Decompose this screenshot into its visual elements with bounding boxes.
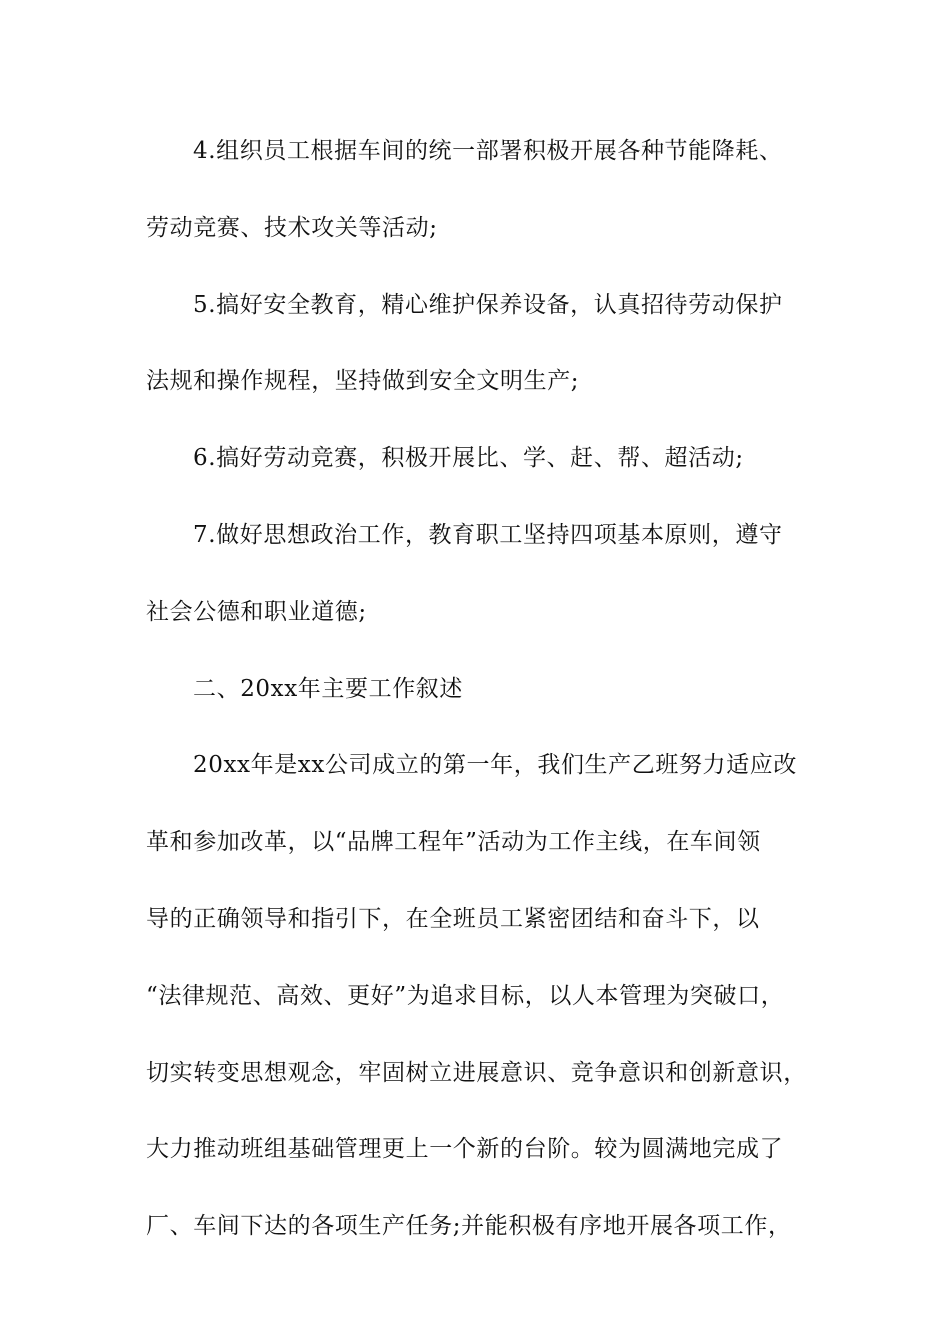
paragraph-line: 7.做好思想政治工作，教育职工坚持四项基本原则，遵守 [193,521,783,548]
paragraph-line: 切实转变思想观念，牢固树立进展意识、竞争意识和创新意识， [146,1059,807,1086]
paragraph-line: 4.组织员工根据车间的统一部署积极开展各种节能降耗、 [193,138,783,164]
paragraph-line: 5.搞好安全教育，精心维护保养设备，认真招待劳动保护 [193,291,783,318]
section-heading: 二、20xx年主要工作叙述 [193,675,464,702]
paragraph-line: 6.搞好劳动竞赛，积极开展比、学、赶、帮、超活动; [193,445,744,472]
paragraph-line: 法规和操作规程，坚持做到安全文明生产; [146,368,580,395]
paragraph-line: 大力推动班组基础管理更上一个新的台阶。较为圆满地完成了 [146,1136,784,1163]
paragraph-line: 厂、车间下达的各项生产任务;并能积极有序地开展各项工作， [146,1213,792,1240]
paragraph-line: 劳动竞赛、技术攻关等活动; [146,214,438,241]
paragraph-line: 社会公德和职业道德; [146,598,367,625]
paragraph-line: 导的正确领导和指引下，在全班员工紧密团结和奋斗下，以 [146,905,760,932]
paragraph-line: 革和参加改革，以“品牌工程年”活动为工作主线，在车间领 [146,829,761,856]
paragraph-line: “法律规范、高效、更好”为追求目标，以人本管理为突破口， [146,982,785,1009]
document-body [146,128,836,1280]
paragraph-line: 20xx年是xx公司成立的第一年，我们生产乙班努力适应改 [193,752,797,779]
